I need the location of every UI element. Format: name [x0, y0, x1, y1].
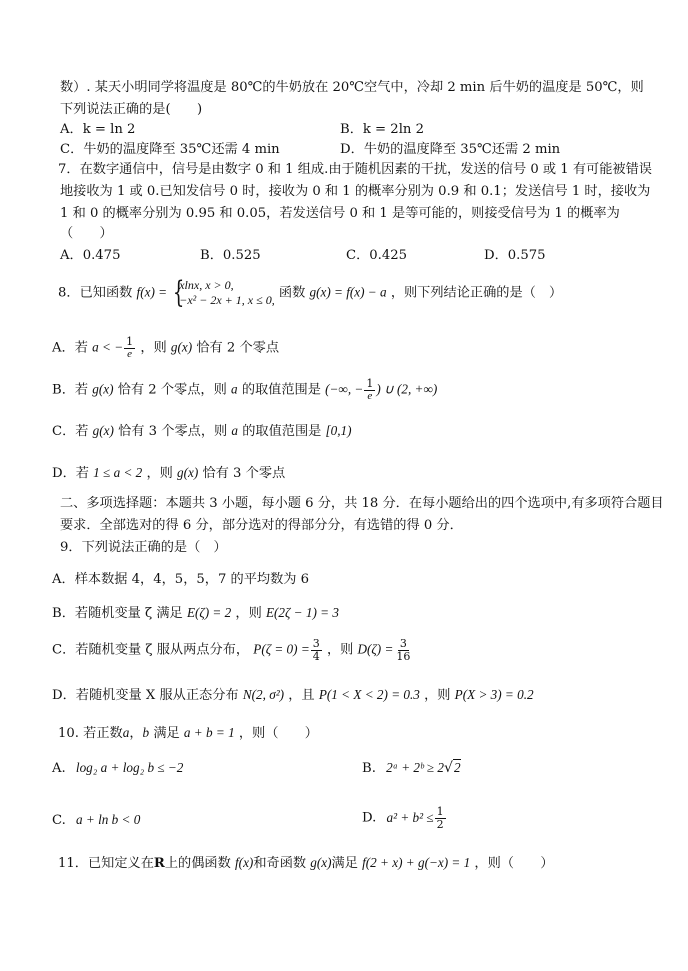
q9-c-frac1-den: 4: [312, 649, 320, 663]
q7-option-b: B．0.525: [200, 248, 261, 263]
q9-d-pre: D．若随机变量 X 服从正态分布: [52, 688, 239, 703]
q8-mid: 函数: [278, 285, 306, 301]
q8-b-g: g(x): [92, 381, 114, 397]
q11-g: g(x): [310, 855, 332, 870]
q8-b-frac: [364, 378, 375, 402]
q8-piecewise: [171, 278, 274, 308]
q8-b-frac-num: 1: [366, 377, 374, 390]
q8-c-mid: 恰有 3 个零点，则: [118, 424, 228, 439]
q10-math: a + b = 1: [183, 725, 235, 740]
q11-R: R: [153, 856, 165, 871]
q8-stem: [58, 278, 562, 308]
q9-b-mid: ，则: [235, 606, 262, 621]
q8-d-end: 恰有 3 个零点: [202, 466, 286, 481]
q8-a-frac-num: 1: [126, 335, 134, 348]
q8-a-frac-den: e: [127, 347, 133, 360]
q10-a-label: A.: [52, 761, 66, 776]
q11-stem: [58, 852, 554, 871]
q10-end: ，则（ ）: [238, 726, 318, 741]
q11-math: f(2 + x) + g(−x) = 1: [362, 855, 471, 870]
q8-d-pre: D．若: [52, 466, 89, 481]
q9-option-a: A．样本数据 4，4，5，5，7 的平均数为 6: [52, 572, 310, 587]
q9-b-m1: E(ζ) = 2: [186, 605, 232, 620]
q6-option-b: B．k = 2ln 2: [340, 122, 424, 137]
q8-d-g: g(x): [177, 465, 199, 480]
q7-stem-line3: 1 和 0 的概率分别为 0.95 和 0.05，若发送信号 0 和 1 是等可能的，则接受信号为 1 的概率为: [60, 206, 620, 221]
q11-end: ，则（ ）: [474, 856, 554, 871]
sqrt-icon: √: [444, 760, 453, 776]
q6-option-a: A．k = ln 2: [60, 122, 136, 137]
q9-option-c: [52, 638, 413, 662]
section2-heading-line1: 二、多项选择题：本题共 3 小题，每小题 6 分，共 18 分．在每小题给出的四个选项中,有多项符合题目: [60, 496, 664, 511]
q7-option-d: D．0.575: [484, 248, 546, 263]
q8-a-post: ，则: [140, 340, 167, 356]
q9-d-m2: P(1 < X < 2) = 0.3: [318, 687, 420, 702]
q6-text-line2: 下列说法正确的是( ): [60, 102, 203, 117]
q10-d-frac-num: 1: [436, 805, 444, 818]
q7-stem-line4: （ ）: [60, 226, 113, 241]
q8-b-mid2: 的取值范围是: [241, 382, 321, 398]
q9-c-m2: D(ζ) =: [357, 641, 394, 657]
q10-a: a: [122, 725, 130, 740]
q8-c-g: g(x): [92, 423, 114, 438]
q8-b-set2: ) ∪ (2, +∞): [376, 381, 438, 397]
q8-b-set1: (−∞, −: [325, 381, 364, 397]
q8-option-c: [52, 420, 352, 439]
q9-d-mid: ，且: [288, 688, 315, 703]
q10-c-math: a + ln b < 0: [76, 812, 141, 827]
q10-option-d: [362, 806, 447, 830]
q10-option-a: [52, 760, 183, 776]
q8-c-a: a: [231, 423, 238, 438]
q11-f: f(x): [235, 855, 254, 870]
q9-b-pre: B．若随机变量 ζ 满足: [52, 606, 183, 621]
q9-c-frac2-den: 16: [396, 649, 411, 663]
q8-case1: { xlnx, x > 0,: [179, 278, 234, 292]
q11-mid1: 上的偶函数: [164, 856, 231, 871]
q9-stem: 9．下列说法正确的是（ ）: [60, 540, 227, 555]
q8-a-g: g(x): [170, 339, 193, 355]
q7-stem-line1: 7．在数字通信中，信号是由数字 0 和 1 组成.由于随机因素的干扰，发送的信号 0 或 1 有可能被错误: [58, 162, 652, 177]
q8-case2: −x² − 2x + 1, x ≤ 0,: [179, 293, 275, 307]
q8-prefix: 8．已知函数: [58, 285, 133, 301]
q9-c-frac2: [394, 638, 412, 662]
q10-b-label: B.: [362, 761, 376, 776]
q9-c-frac1: [311, 638, 322, 662]
q9-d-m3: P(X > 3) = 0.2: [454, 687, 534, 702]
q7-option-a: A．0.475: [60, 248, 121, 263]
q8-b-pre: B．若: [52, 382, 89, 398]
q8-c-mid2: 的取值范围是: [242, 424, 322, 439]
q9-d-m1: N(2, σ²): [242, 687, 285, 702]
q10-stem: [58, 722, 318, 741]
q8-a-end: 恰有 2 个零点: [196, 340, 280, 356]
q8-suffix: ，则下列结论正确的是（ ）: [390, 285, 563, 301]
q6-option-d: D．牛奶的温度降至 35℃还需 2 min: [340, 142, 561, 157]
q9-option-d: [52, 684, 534, 703]
q8-gx: g(x) = f(x) − a: [309, 284, 387, 300]
q9-option-b: [52, 602, 339, 621]
q11-pre: 11．已知定义在: [58, 856, 154, 871]
q10-d-math: a² + b² ≤: [386, 809, 434, 825]
q8-option-a: [52, 336, 279, 360]
q10-pre: 10. 若正数: [58, 726, 123, 741]
q10-sep: ，: [129, 726, 143, 741]
q11-mid2: 和奇函数: [253, 856, 307, 871]
q6-text-line1: 数）. 某天小明同学将温度是 80℃的牛奶放在 20℃空气中，冷却 2 min 后牛奶的温度是 50℃，则: [60, 80, 644, 95]
q10-option-b: [362, 760, 461, 776]
q10-mid: 满足: [153, 726, 180, 741]
q8-a-frac: [124, 336, 135, 360]
q9-c-m1: P(ζ = 0) =: [253, 641, 310, 657]
q10-b: b: [142, 725, 150, 740]
q8-c-pre: C．若: [52, 424, 89, 439]
q9-c-frac1-num: 3: [312, 637, 320, 650]
q6-option-c: C．牛奶的温度降至 35℃还需 4 min: [60, 142, 280, 157]
q8-b-frac-den: e: [367, 389, 373, 402]
q10-c-label: C.: [52, 813, 66, 828]
q10-b-sqrt: 2: [453, 760, 461, 775]
q8-b-a: a: [231, 381, 238, 397]
q10-a-math: log₂ a + log₂ b ≤ −2: [75, 760, 184, 775]
q9-c-frac2-num: 3: [399, 637, 407, 650]
q9-b-m2: E(2ζ − 1) = 3: [265, 605, 339, 620]
q8-b-mid: 恰有 2 个零点，则: [117, 382, 227, 398]
q11-mid3: 满足: [331, 856, 358, 871]
q8-option-b: [52, 378, 437, 402]
q8-a-pre: A．若: [52, 340, 88, 356]
q10-option-c: [52, 812, 140, 828]
q7-option-c: C．0.425: [346, 248, 408, 263]
q9-c-mid: ，则: [326, 642, 354, 658]
q9-c-pre: C．若随机变量 ζ 服从两点分布，: [52, 642, 250, 658]
q10-d-label: D.: [362, 810, 377, 826]
q8-d-math: 1 ≤ a < 2: [93, 465, 143, 480]
q8-option-d: [52, 462, 285, 481]
q9-d-mid2: ，则: [424, 688, 451, 703]
q10-d-frac: [435, 806, 446, 830]
q8-d-post: ，则: [146, 466, 173, 481]
q8-a-math: a < −: [92, 339, 124, 355]
q10-b-math: 2ᵃ + 2ᵇ ≥ 2: [386, 760, 445, 775]
q10-d-frac-den: 2: [436, 817, 444, 831]
q8-fx: f(x) =: [136, 284, 168, 300]
q7-stem-line2: 地接收为 1 或 0.已知发信号 0 时，接收为 0 和 1 的概率分别为 0.9 和 0.1；发送信号 1 时，接收为: [60, 184, 651, 199]
section2-heading-line2: 要求．全部选对的得 6 分，部分选对的得部分分，有选错的得 0 分．: [60, 518, 463, 533]
q8-c-set: [0,1): [325, 423, 352, 438]
